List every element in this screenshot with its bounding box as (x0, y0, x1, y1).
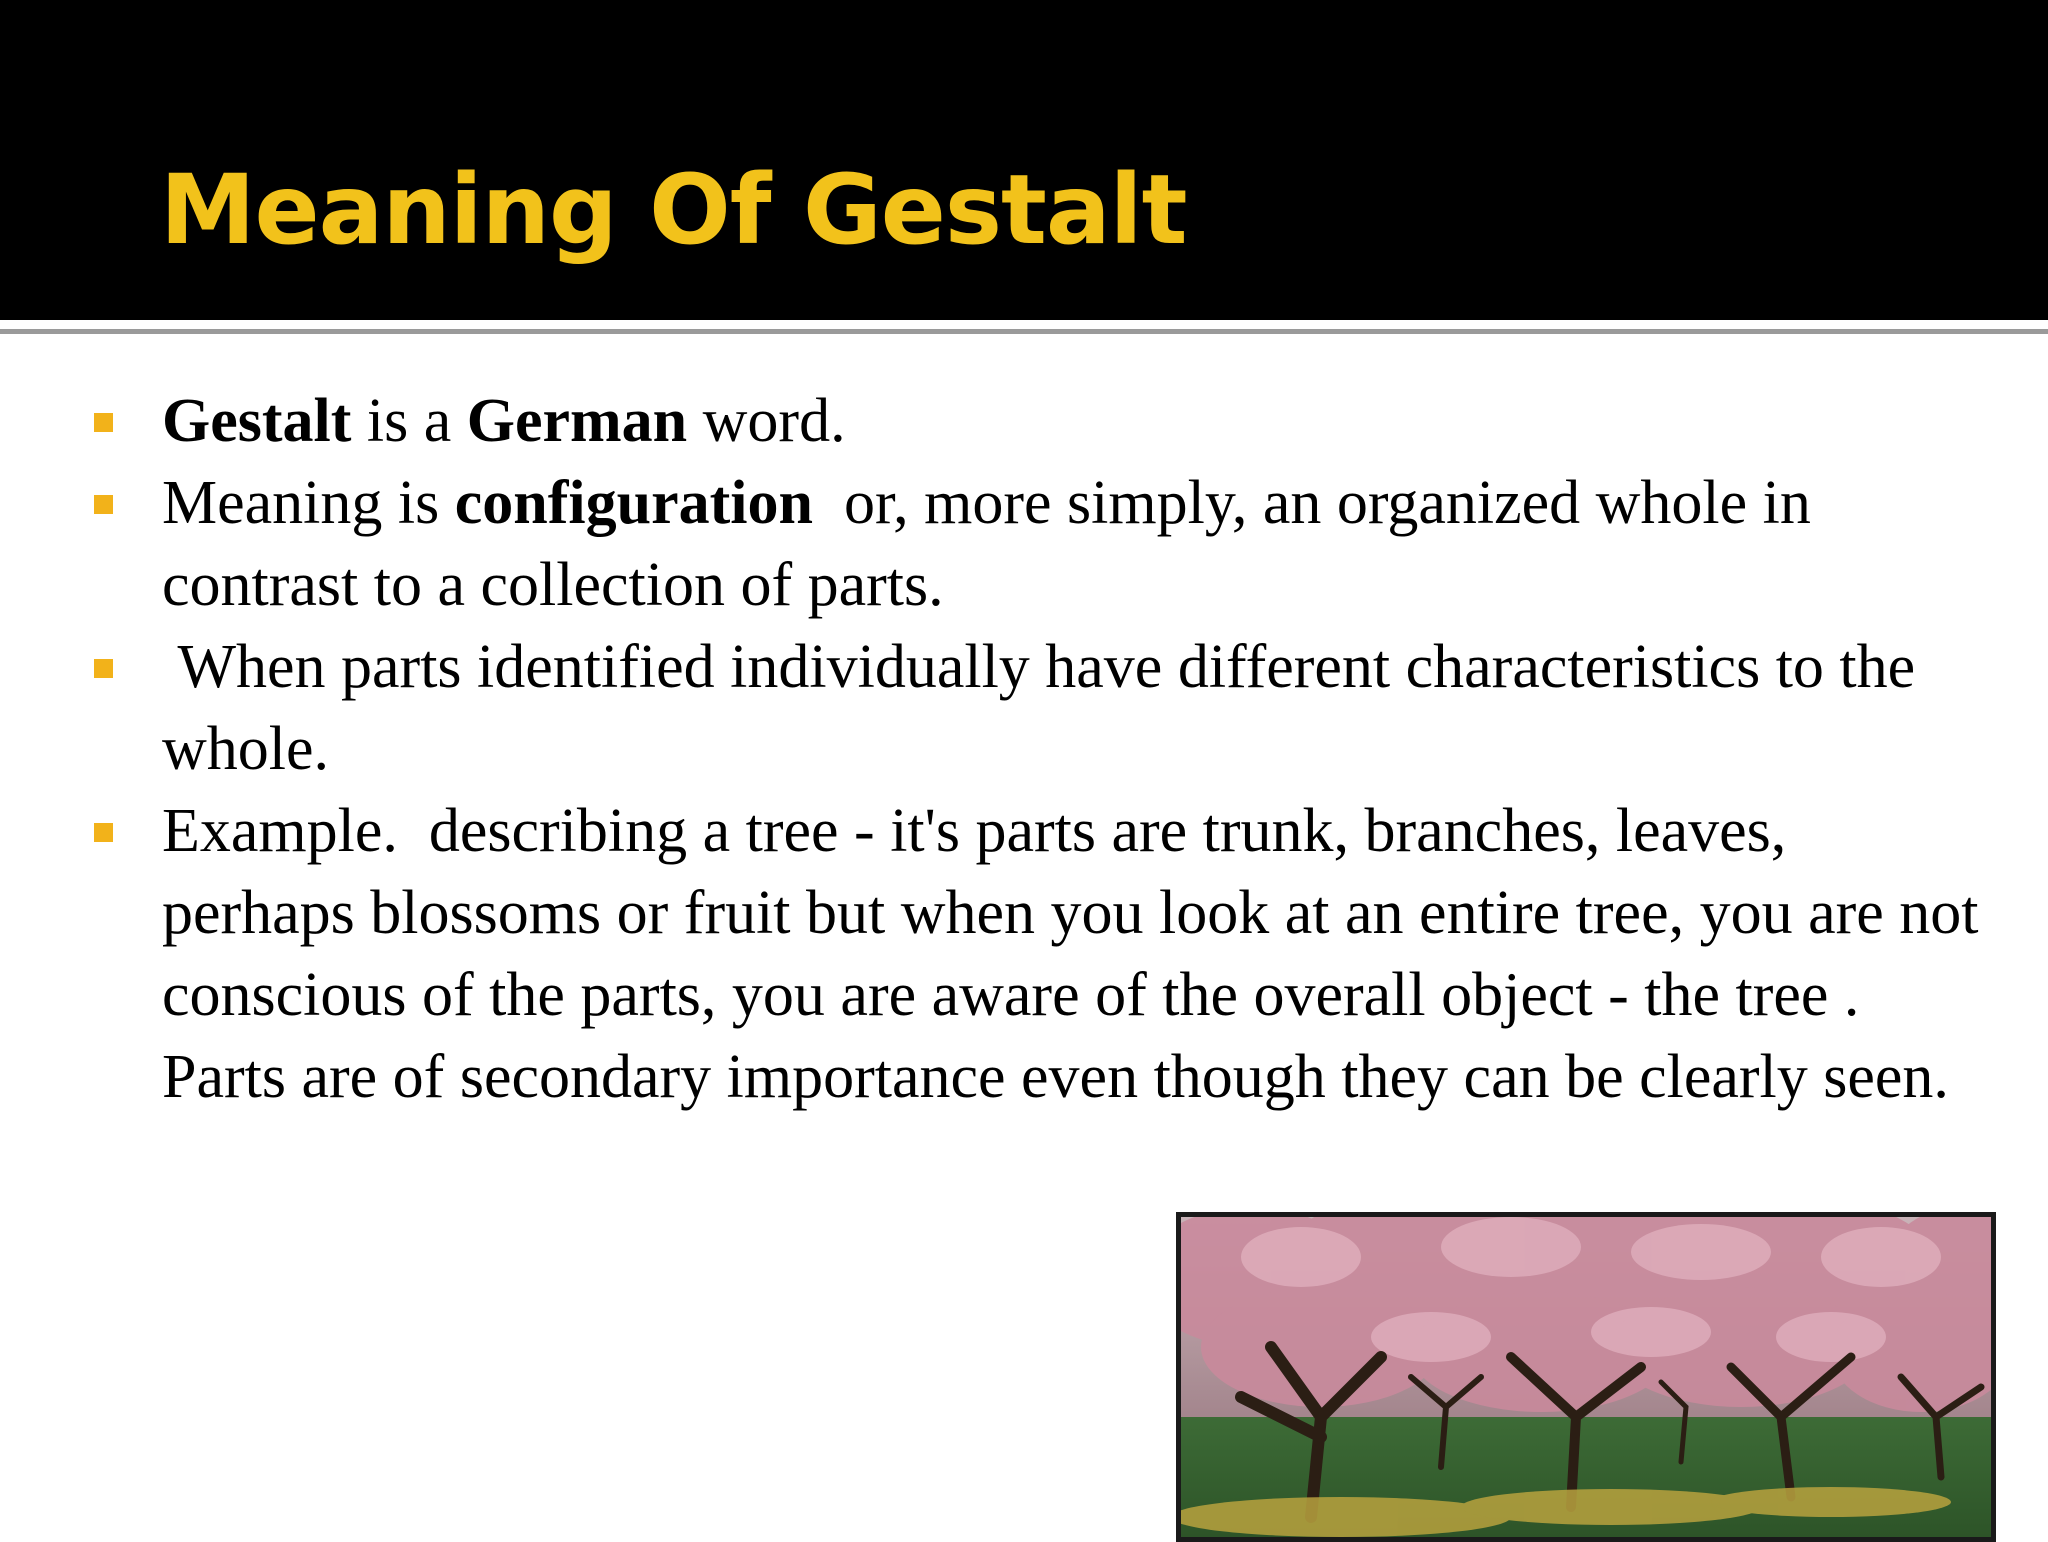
bullet-square-icon (94, 495, 113, 514)
bold-term: configuration (454, 469, 813, 537)
bullet-list (0, 380, 2048, 1118)
text-run: word. (687, 387, 846, 455)
bullet-item-3 (0, 626, 2048, 790)
text-run: or, more simply, an organized whole in contrast to a collection of parts. (162, 469, 1827, 619)
bullet-text (162, 387, 846, 455)
bullet-text: When parts identified individually have different characteristics to the whole. (162, 633, 1931, 783)
text-run: is a (351, 387, 467, 455)
text-run: Meaning is (162, 469, 455, 537)
bullet-square-icon (94, 823, 113, 842)
slide-title: Meaning Of Gestalt (160, 154, 1187, 266)
title-bar (0, 0, 2048, 320)
bold-term: German (466, 387, 688, 455)
bullet-text: Example. describing a tree - it's parts are trunk, branches, leaves, perhaps blossoms or fruit but when you look at an entire tree, you are not conscious of the parts, you are aware of the overall object - the tree . Parts are of secondary importance even though they can be clearly seen. (162, 797, 1994, 1111)
bullet-item-1 (0, 380, 2048, 462)
bullet-square-icon (94, 413, 113, 432)
bullet-text (162, 469, 1826, 619)
divider-line (0, 329, 2048, 334)
bold-term: Gestalt (162, 387, 352, 455)
bullet-item-2 (0, 462, 2048, 626)
bullet-item-4 (0, 790, 2048, 1118)
bullet-square-icon (94, 659, 113, 678)
orchard-photo (1176, 1212, 1996, 1542)
